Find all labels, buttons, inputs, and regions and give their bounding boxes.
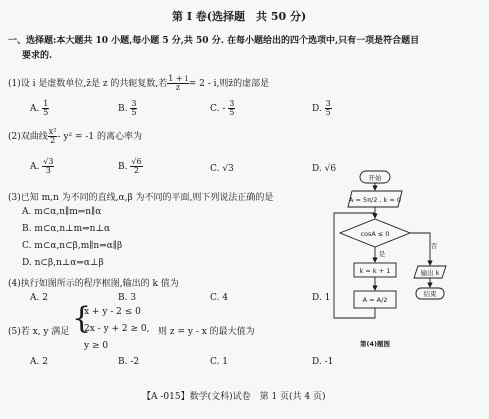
flowchart-no-label: 否: [430, 242, 438, 250]
question-4-stem: (4)执行如图所示的程序框图,输出的 k 值为: [8, 279, 179, 289]
flowchart-caption: 第(4)题图: [360, 340, 390, 348]
question-5-option-a: A. 2: [30, 357, 48, 367]
question-3-option-b: B. m⊂α,n⊥m⇒n⊥α: [22, 224, 111, 234]
flowchart-step-2-label: A = A/2: [362, 296, 388, 304]
flowchart-start-label: 开始: [368, 174, 382, 182]
question-4-option-d: D. 1: [312, 293, 331, 303]
question-1-option-b: B. $\frac{3}{5}$: [118, 99, 137, 117]
question-2-option-a: A. $\frac{√3}{3}$: [30, 157, 54, 175]
question-2-stem: (2)双曲线 $\frac{\text{x²}}{2}$ - y² = -1 的离心率为: [8, 127, 142, 145]
question-5-condition-1: x + y - 2 ≤ 0: [84, 307, 141, 317]
question-1-option-d: D. $\frac{3}{5}$: [312, 99, 331, 117]
question-1-option-a: A. $\frac{1}{5}$: [30, 99, 49, 117]
page-footer: 【A -015】数学(文科)试卷 第 1 页(共 4 页): [142, 392, 326, 402]
question-5-condition-3: y ≥ 0: [84, 341, 109, 351]
flowchart-step-1-label: k = k + 1: [359, 267, 391, 275]
question-5-option-d: D. -1: [312, 357, 334, 367]
question-3-option-a: A. m⊂α,n∥m⇒n∥α: [22, 207, 102, 217]
flowchart-diagram: [330, 168, 480, 353]
question-3-option-c: C. m⊂α,n⊂β,m∥n⇒α∥β: [22, 241, 123, 251]
question-3-stem: (3)已知 m,n 为不同的直线,α,β 为不同的平面,则下列说法正确的是: [8, 193, 274, 203]
section-instruction-line2: 要求的.: [22, 51, 53, 61]
flowchart-output-label: 输出 k: [420, 269, 440, 277]
question-2-option-d: D. √6: [312, 164, 337, 174]
flowchart-yes-label: 是: [378, 250, 386, 258]
question-5-stem-a: (5)若 x, y 满足: [8, 327, 70, 337]
brace-symbol: {: [72, 301, 92, 336]
question-5-condition-2: 2x - y + 2 ≥ 0,: [84, 324, 150, 334]
question-4-option-c: C. 4: [210, 293, 229, 303]
question-4-option-a: A. 2: [30, 293, 48, 303]
question-1-option-c: C. - $\frac{3}{5}$: [210, 99, 235, 117]
question-1-stem: (1)设 i 是虚数单位,z̄是 z 的共轭复数,若 $\frac{1 + i}{z}$ = 2 - i,则z̄的虚部是: [8, 74, 270, 92]
question-5-option-b: B. -2: [118, 357, 140, 367]
flowchart-end-label: 结束: [423, 290, 437, 298]
flowchart-decision-label: cosA ≤ 0: [360, 230, 390, 238]
question-5-stem-b: 则 z = y - x 的最大值为: [158, 327, 255, 337]
flowchart-init-label: A = 5π/2 , k = 0: [348, 196, 402, 204]
question-3-option-d: D. n⊂β,n⊥α⇒α⊥β: [22, 258, 104, 268]
question-2-option-c: C. √3: [210, 164, 234, 174]
page-title: 第 Ⅰ 卷(选择题 共 50 分): [172, 10, 307, 23]
question-4-option-b: B. 3: [118, 293, 137, 303]
section-instruction-line1: 一、选择题:本大题共 10 小题,每小题 5 分,共 50 分. 在每小题给出的四个选项中,只有一项是符合题目: [8, 36, 420, 46]
question-2-option-b: B. $\frac{√6}{2}$: [118, 157, 142, 175]
question-5-option-c: C. 1: [210, 357, 229, 367]
